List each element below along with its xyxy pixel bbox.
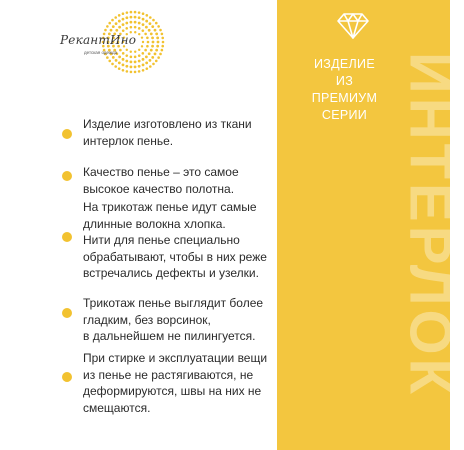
brand-name: РекантИно (60, 33, 137, 47)
premium-panel (277, 0, 463, 450)
feature-text: Трикотаж пенье выглядит более гладким, без ворсинок, в дальнейшем не пилингуется. (83, 296, 264, 343)
feature-text: При стирке и эксплуатации вещи из пенье не растягиваются, не деформируются, швы на них не смещаются. (83, 351, 268, 415)
vertical-watermark (397, 0, 463, 450)
feature-text: Изделие изготовлено из ткани интерлок пенье. (83, 117, 252, 148)
bullet-dot (62, 171, 72, 181)
bullet-dot (62, 372, 72, 382)
feature-text: На трикотаж пенье идут самые длинные волокна хлопка. Нити для пенье специально обрабатывают, чтобы в них реже встречались дефекты и узелки. (83, 200, 267, 280)
diamond-icon (337, 12, 369, 40)
premium-heading: ИЗДЕЛИЕ ИЗ ПРЕМИУМ СЕРИИ (311, 57, 378, 122)
feature-text: Качество пенье – это самое высокое качество полотна. (83, 165, 239, 196)
bullet-dot (62, 308, 72, 318)
bullet-dot (62, 232, 72, 242)
bullet-dot (62, 129, 72, 139)
watermark-text: ИНТЕРЛОК (397, 52, 463, 398)
brand-tagline: детская одежда (84, 50, 118, 55)
